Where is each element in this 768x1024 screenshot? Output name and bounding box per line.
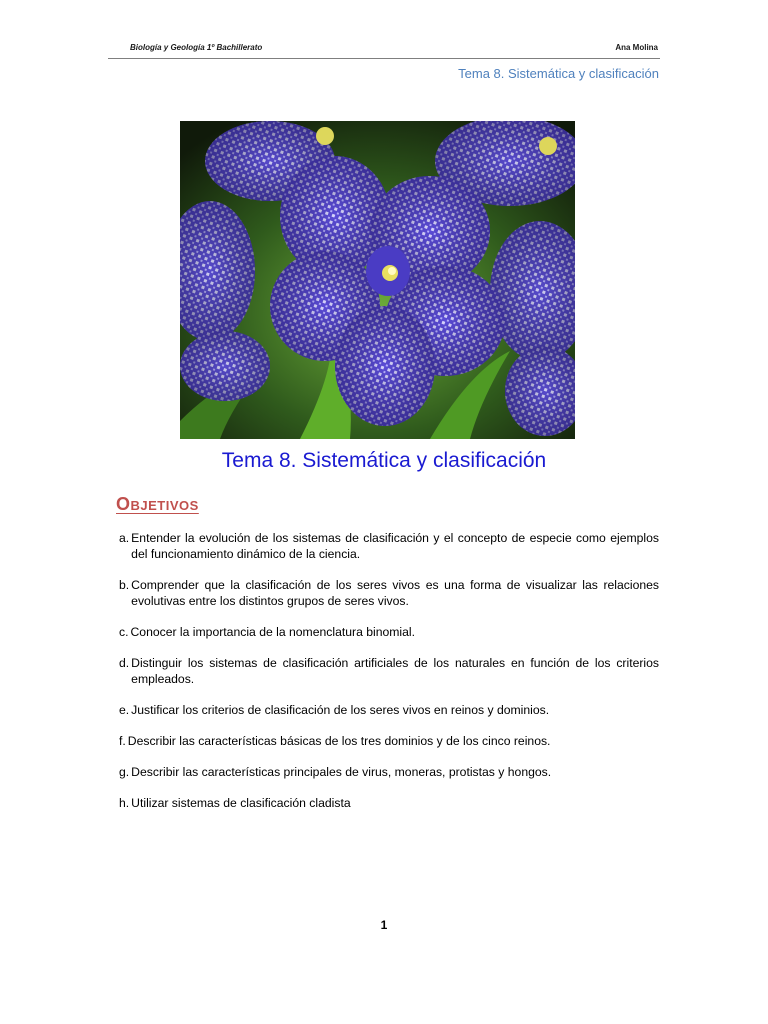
objective-item [119, 530, 659, 562]
objectives-heading: Objetivos [116, 494, 199, 514]
header-author: Ana Molina [615, 43, 658, 52]
page-header [108, 40, 660, 59]
objective-item [119, 702, 659, 718]
objective-item [119, 733, 659, 749]
objective-text: Describir las características básicas de los tres dominios y de los cinco reinos. [127, 734, 551, 748]
objective-letter: f. [119, 734, 126, 748]
objective-letter: b. [119, 578, 130, 592]
objective-item [119, 795, 659, 811]
objective-letter: d. [119, 656, 130, 670]
objective-text: Entender la evolución de los sistemas de clasificación y el concepto de especie como ejemplos del funcionamiento dinámico de la ciencia. [131, 531, 659, 561]
objective-letter: h. [119, 796, 130, 810]
objective-letter: g. [119, 765, 130, 779]
objective-item [119, 764, 659, 780]
orchid-photo [180, 121, 575, 439]
objective-text: Describir las características principales de virus, moneras, protistas y hongos. [131, 765, 552, 779]
objective-item [119, 624, 659, 640]
objective-text: Comprender que la clasificación de los seres vivos es una forma de visualizar las relaciones evolutivas entre los distintos grupos de seres vivos. [131, 578, 659, 608]
objective-text: Distinguir los sistemas de clasificación artificiales de los naturales en función de los criterios empleados. [131, 656, 659, 686]
page-title: Tema 8. Sistemática y clasificación [221, 449, 547, 472]
page-number: 1 [380, 918, 388, 932]
objective-item [119, 577, 659, 609]
header-subtitle: Tema 8. Sistemática y clasificación [458, 66, 659, 81]
objective-letter: c. [119, 625, 129, 639]
objective-text: Utilizar sistemas de clasificación cladista [131, 796, 351, 810]
objective-letter: e. [119, 703, 130, 717]
objectives-list [119, 530, 659, 811]
objective-text: Justificar los criterios de clasificación de los seres vivos en reinos y dominios. [131, 703, 550, 717]
objective-text: Conocer la importancia de la nomenclatura binomial. [130, 625, 416, 639]
blue-orchid-icon [180, 121, 575, 439]
objective-item [119, 655, 659, 687]
objective-letter: a. [119, 531, 130, 545]
header-course: Biología y Geología 1º Bachillerato [130, 43, 263, 52]
